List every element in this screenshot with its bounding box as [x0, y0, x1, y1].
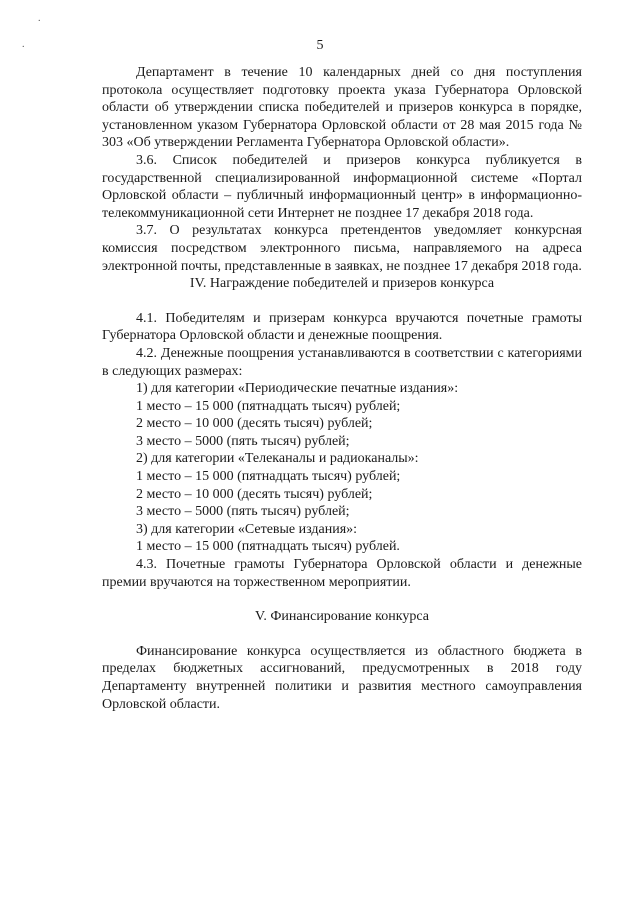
- paragraph: 3.7. О результатах конкурса претендентов уведомляет конкурсная комиссия посредством электронного письма, направляемого на адреса электронной почты, представленные в заявках, не позднее 17 декабря 2018 года.: [102, 223, 582, 274]
- section-heading: V. Финансирование конкурса: [255, 609, 429, 625]
- paragraph: Департамент в течение 10 календарных дней со дня поступления протокола осуществляет подготовку проекта указа Губернатора Орловской области об утверждении списка победителей и призеров конкурса в порядке, установленном указом Губернатора Орловской области от 28 мая 2015 года № 303 «Об утверждении Регламента Губернатора Орловской области».: [102, 65, 582, 151]
- scan-mark: .: [38, 13, 41, 24]
- paragraph: Финансирование конкурса осуществляется из областного бюджета в пределах бюджетных ассигнований, предусмотренных в 2018 году Департаменту внутренней политики и развития местного самоуправления Орловской области.: [102, 643, 582, 712]
- list-item: 2) для категории «Телеканалы и радиоканалы»:: [136, 451, 419, 467]
- section-heading: IV. Награждение победителей и призеров конкурса: [189, 276, 495, 292]
- paragraph: 4.3. Почетные грамоты Губернатора Орловской области и денежные премии вручаются на торжественном мероприятии.: [102, 557, 582, 590]
- list-item: 2 место – 10 000 (десять тысяч) рублей;: [136, 486, 373, 502]
- list-item: 1 место – 15 000 (пятнадцать тысяч) рублей;: [136, 398, 401, 414]
- paragraph: 3.6. Список победителей и призеров конкурса публикуется в государственной специализированной информационной системе «Портал Орловской области – публичный информационный центр» в информационно-телекоммуникационной сети Интернет не позднее 17 декабря 2018 года.: [102, 152, 582, 221]
- list-item: 1) для категории «Периодические печатные издания»:: [136, 381, 459, 397]
- paragraph: 4.2. Денежные поощрения устанавливаются в соответствии с категориями в следующих размерах:: [102, 345, 582, 379]
- scan-mark: .: [22, 39, 25, 50]
- document-body: [102, 64, 582, 713]
- list-item: 3 место – 5000 (пять тысяч) рублей;: [136, 433, 350, 449]
- list-item: 2 место – 10 000 (десять тысяч) рублей;: [136, 416, 373, 432]
- list-item: 3) для категории «Сетевые издания»:: [136, 521, 358, 537]
- paragraph: 4.1. Победителям и призерам конкурса вручаются почетные грамоты Губернатора Орловской области и денежные поощрения.: [102, 310, 582, 344]
- list-item: 1 место – 15 000 (пятнадцать тысяч) рублей;: [136, 469, 401, 485]
- list-item: 3 место – 5000 (пять тысяч) рублей;: [136, 504, 350, 520]
- page-number: 5: [316, 38, 324, 53]
- list-item: 1 место – 15 000 (пятнадцать тысяч) рублей.: [136, 539, 400, 555]
